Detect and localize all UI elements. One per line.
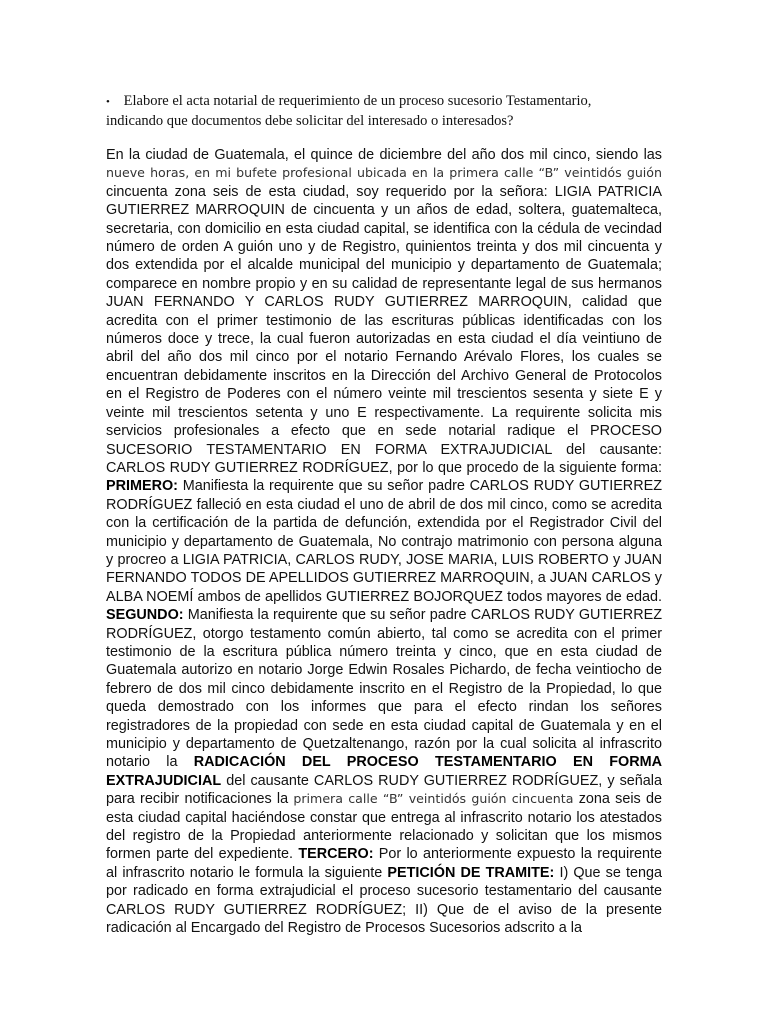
address-text: nueve horas, en mi bufete profesional ubicada en la primera calle “B” veintidós guión — [106, 165, 662, 181]
question-line-1: Elabore el acta notarial de requerimiento de un proceso sucesorio Testamentario, — [123, 93, 592, 109]
text-run: del causante CARLOS RUDY GUTIERREZ RODRÍGUEZ, y señala para recibir notificaciones la — [106, 772, 662, 808]
address-text: primera calle “B” veintidós guión cincuenta — [293, 791, 574, 807]
text-run: Manifiesta la requirente que su señor padre CARLOS RUDY GUTIERREZ RODRÍGUEZ, otorgo testamento común abierto, tal como se acredita con el primer testimonio de la escritura pública número treinta y cinco, que en esta ciudad de Guatemala autorizo en notario Jorge Edwin Rosales Pichardo, de fecha veintiocho de febrero de dos mil cinco debidamente inscrito en el Registro de la Propiedad, lo que queda demostrado con los informes que para el efecto rindan los señores registradores de la propiedad con sede en esta ciudad capital de Guatemala y en el municipio y departamento de Quetzaltenango, razón por la cual solicita al infrascrito notario la — [106, 607, 662, 771]
question-line-2: indicando que documentos debe solicitar del interesado o interesados? — [106, 113, 514, 129]
clause-heading-tercero: TERCERO: — [298, 846, 374, 863]
text-run: En la ciudad de Guatemala, el quince de diciembre del año dos mil cinco, siendo las — [106, 147, 662, 163]
text-run: zona seis de esta ciudad capital haciéndose constar que entrega al infrascrito notario los atestados del registro de la Propiedad anteriormente relacionado y solicitan que los mismos formen parte del expediente. — [106, 791, 662, 863]
notarial-act-text — [106, 146, 662, 937]
assignment-question — [106, 92, 666, 131]
text-run: I) Que se tenga por radicado en forma extrajudicial el proceso sucesorio testamentario del causante CARLOS RUDY GUTIERREZ RODRÍGUEZ; II) Que de el aviso de la presente radicación al Encargado del Registro de Procesos Sucesorios adscrito a la — [106, 864, 662, 937]
text-run: Por lo anteriormente expuesto la requirente al infrascrito notario le formula la siguiente — [106, 846, 662, 881]
clause-heading-primero: PRIMERO: — [106, 478, 178, 495]
bullet-icon: • — [106, 96, 110, 108]
text-run: cincuenta zona seis de esta ciudad, soy requerido por la señora: LIGIA PATRICIA GUTIERREZ MARROQUIN de cincuenta y un años de edad, soltera, guatemalteca, secretaria, con domicilio en esta ciudad capital, se identifica con la cédula de vecindad número de orden A guión uno y de Registro, quinientos treinta y dos mil cincuenta y dos extendida por el alcalde municipal del municipio y departamento de Guatemala; comparece en nombre propio y en su calidad de representante legal de sus hermanos JUAN FERNANDO Y CARLOS RUDY GUTIERREZ MARROQUIN, calidad que acredita con el primer testimonio de las escrituras públicas identificadas con los números doce y trece, la cual fueron autorizadas en esta ciudad el día veintiuno de abril del año dos mil cinco por el notario Fernando Arévalo Flores, los cuales se encuentran debidamente inscritos en la Dirección del Archivo General de Protocolos en el Registro de Poderes con el número veinte mil trescientos sesenta y siete E y veinte mil trescientos setenta y uno E respectivamente. La requirente solicita mis servicios profesionales a efecto que en sede notarial radique el PROCESO SUCESORIO TESTAMENTARIO EN FORMA EXTRAJUDICIAL del causante: CARLOS RUDY GUTIERREZ RODRÍGUEZ, por lo que procedo de la siguiente forma: — [106, 183, 662, 476]
text-run: Manifiesta la requirente que su señor padre CARLOS RUDY GUTIERREZ RODRÍGUEZ falleció en esta ciudad el uno de abril de dos mil cinco, como se acredita con la certificación de la partida de defunción, extendida por el Registrador Civil del municipio y departamento de Guatemala, No contrajo matrimonio con persona alguna y procreo a LIGIA PATRICIA, CARLOS RUDY, JOSE MARIA, LUIS ROBERTO y JUAN FERNANDO TODOS DE APELLIDOS GUTIERREZ MARROQUIN, a JUAN CARLOS y ALBA NOEMÍ ambos de apellidos GUTIERREZ BOJORQUEZ todos mayores de edad. — [106, 478, 662, 605]
clause-heading-segundo: SEGUNDO: — [106, 607, 184, 624]
peticion-heading: PETICIÓN DE TRAMITE: — [387, 864, 555, 881]
radicacion-heading: RADICACIÓN DEL PROCESO TESTAMENTARIO EN FORMA EXTRAJUDICIAL — [106, 754, 662, 789]
